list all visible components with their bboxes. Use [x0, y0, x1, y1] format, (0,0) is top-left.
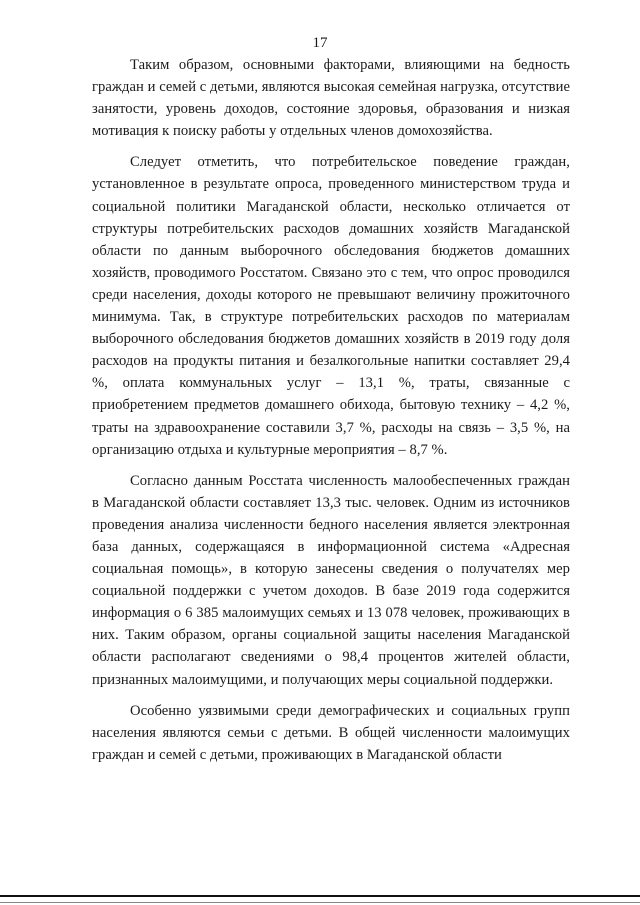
- paragraph-consumer-spending: Следует отметить, что потребительское поведение граждан, установленное в результате опроса, проведенного министерством труда и социальной политики Магаданской области, несколько отличается от структуры потребительских расходов домашних хозяйств Магаданской области по данным выборочного обследования бюджетов домашних хозяйств, проводимого Росстатом. Связано это с тем, что опрос проводился среди населения, доходы которого не превышают величину прожиточного минимума. Так, в структуре потребительских расходов по материалам выборочного обследования бюджетов домашних хозяйств в 2019 году доля расходов на продукты питания и безалкогольные напитки составляет 29,4 %, оплата коммунальных услуг – 13,1 %, траты, связанные с приобретением предметов домашнего обихода, бытовую технику – 4,2 %, траты на здравоохранение составили 3,7 %, расходы на связь – 3,5 %, на организацию отдыха и культурные мероприятия – 8,7 %.: [92, 154, 570, 458]
- body-text: [92, 54, 570, 766]
- paragraph-vulnerable-groups: Особенно уязвимыми среди демографических и социальных групп населения являются семьи с детьми. В общей численности малоимущих граждан и семей с детьми, проживающих в Магаданской области: [92, 702, 570, 763]
- paragraph-low-income-count: Согласно данным Росстата численность малообеспеченных граждан в Магаданской области составляет 13,3 тыс. человек. Одним из источников проведения анализа численности бедного населения является электронная база данных, содержащаяся в информационной система «Адресная социальная помощь», в которую занесены сведения о получателях мер социальной поддержки с учетом доходов. В базе 2019 года содержится информация о 6 385 малоимущих семьях и 13 078 человек, проживающих в них. Таким образом, органы социальной защиты населения Магаданской области располагают сведениями о 98,4 процентов жителей области, признанных малоимущими, и получающих меры социальной поддержки.: [92, 472, 570, 688]
- paragraph-poverty-factors: Таким образом, основными факторами, влияющими на бедность граждан и семей с детьми, являются высокая семейная нагрузка, отсутствие занятости, уровень доходов, состояние здоровья, образования и низкая мотивация к поиску работы у отдельных членов домохозяйства.: [92, 57, 570, 140]
- page-number: 17: [312, 35, 328, 51]
- page-bottom-edge-shadow: [0, 902, 640, 903]
- page-bottom-edge: [0, 895, 640, 897]
